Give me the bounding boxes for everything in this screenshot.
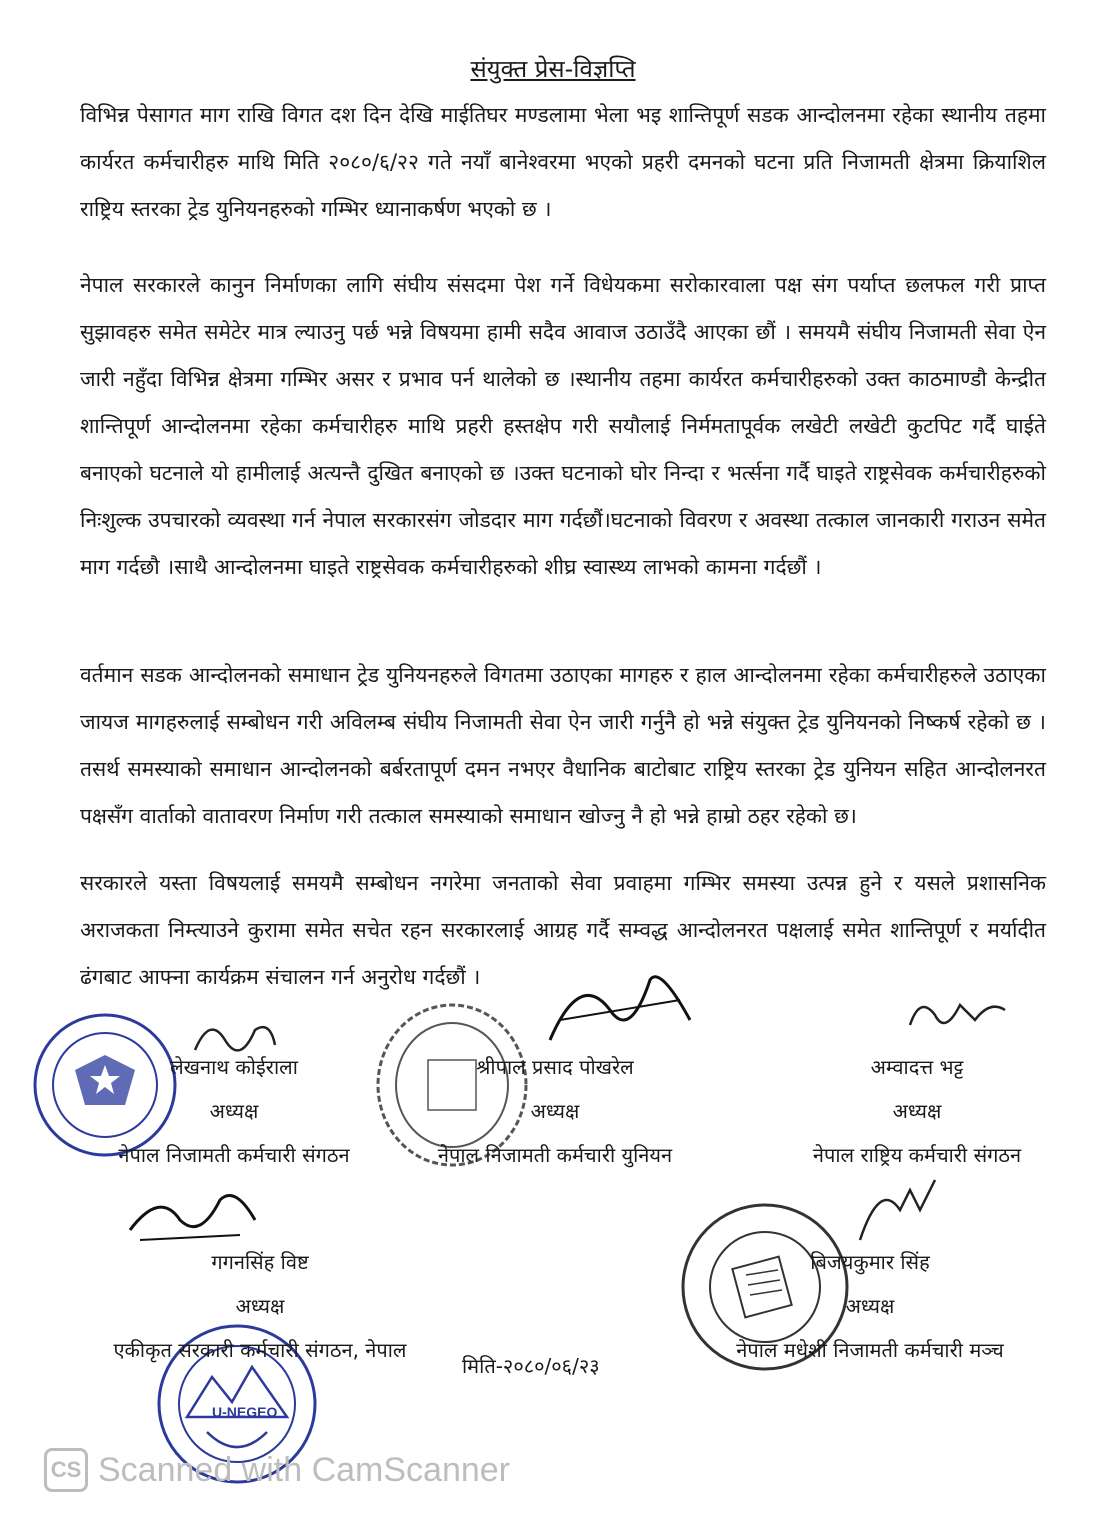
signatory-org: एकीकृत सरकारी कर्मचारी संगठन, नेपाल — [113, 1338, 407, 1362]
signatory-role: अध्यक्ष — [209, 1099, 259, 1123]
paragraph-2: नेपाल सरकारले कानुन निर्माणका लागि संघीय संसदमा पेश गर्ने विधेयकमा सरोकारवाला पक्ष संग पर्याप्त छलफल गरी प्राप्त सुझावहरु समेत समेटेर मात्र ल्याउनु पर्छ भन्ने विषयमा हामी सदैव आवाज उठाउँदै आएका छौं । समयमै संघीय निजामती सेवा ऐन जारी नहुँदा विभिन्न क्षेत्रमा गम्भिर असर र प्रभाव पर्न थालेको छ ।स्थानीय तहमा कार्यरत कर्मचारीहरुको उक्त काठमाण्डौ केन्द्रीत शान्तिपूर्ण आन्दोलनमा रहेका कर्मचारीहरु माथि प्रहरी हस्तक्षेप गरी सयौलाई निर्ममतापूर्वक लखेटी लखेटी कुटपिट गर्दै घाईते बनाएको घटनाले यो हामीलाई अत्यन्तै दुखित बनाएको छ ।उक्त घटनाको घोर निन्दा र भर्त्सना गर्दै घाइते राष्ट्रसेवक कर्मचारीहरुको निःशुल्क उपचारको व्यवस्था गर्न नेपाल सरकारसंग जोडदार माग गर्दछौं।घटनाको विवरण र अवस्था तत्काल जानकारी गराउन समेत माग गर्दछौ ।साथै आन्दोलनमा घाइते राष्ट्रसेवक कर्मचारीहरुको शीघ्र स्वास्थ्य लाभको कामना गर्दछौं । — [80, 273, 1046, 579]
signatory-role: अध्यक्ष — [530, 1099, 580, 1123]
signatory-block-4 — [60, 1240, 460, 1372]
camscanner-logo-icon: CS — [44, 1448, 88, 1492]
signatory-name: अम्वादत्त भट्ट — [870, 1055, 964, 1079]
page-title: संयुक्त प्रेस-विज्ञप्ति — [470, 55, 636, 83]
paragraph-4: सरकारले यस्ता विषयलाई समयमै सम्बोधन नगरेमा जनताको सेवा प्रवाहमा गम्भिर समस्या उत्पन्न हुने र यसले प्रशासनिक अराजकता निम्त्याउने कुरामा समेत सचेत रहन सरकारलाई आग्रह गर्दै सम्वद्ध आन्दोलनरत पक्षलाई समेत शान्तिपूर्ण र मर्यादीत ढंगबाट आफ्ना कार्यक्रम संचालन गर्न अनुरोध गर्दछौं । — [80, 871, 1046, 989]
signatory-block-1 — [84, 1045, 384, 1177]
signatory-name: बिजयकुमार सिंह — [810, 1250, 930, 1274]
paragraph-1: विभिन्न पेसागत माग राखि विगत दश दिन देखि माईतिघर मण्डलामा भेला भइ शान्तिपूर्ण सडक आन्दोलनमा रहेका स्थानीय तहमा कार्यरत कर्मचारीहरु माथि मिति २०८०/६/२२ गते नयाँ बानेश्वरमा भएको प्रहरी दमनको घटना प्रति निजामती क्षेत्रमा क्रियाशिल राष्ट्रिय स्तरका ट्रेड युनियनहरुको गम्भिर ध्यानाकर्षण भएको छ । — [80, 103, 1046, 221]
signatory-name: गगनसिंह विष्ट — [211, 1250, 309, 1274]
signatory-role: अध्यक्ष — [845, 1294, 895, 1318]
stamp3-label: U-NEGEO — [212, 1404, 278, 1420]
camscanner-watermark — [44, 1448, 510, 1492]
document-date: मिति-२०८०/०६/२३ — [462, 1354, 600, 1378]
signatory-block-5 — [700, 1240, 1040, 1372]
signatory-org: नेपाल मधेशी निजामती कर्मचारी मञ्च — [736, 1338, 1004, 1362]
signatory-role: अध्यक्ष — [892, 1099, 942, 1123]
signatory-block-3 — [772, 1045, 1062, 1177]
signatory-role: अध्यक्ष — [235, 1294, 285, 1318]
watermark-text: Scanned with CamScanner — [98, 1450, 511, 1489]
paragraph-3: वर्तमान सडक आन्दोलनको समाधान ट्रेड युनियनहरुले विगतमा उठाएका मागहरु र हाल आन्दोलनमा रहेका कर्मचारीहरुले उठाएका जायज मागहरुलाई सम्बोधन गरी अविलम्ब संघीय निजामती सेवा ऐन जारी गर्नुनै हो भन्ने संयुक्त ट्रेड युनियनको निष्कर्ष रहेको छ । तसर्थ समस्याको समाधान आन्दोलनको बर्बरतापूर्ण दमन नभएर वैधानिक बाटोबाट राष्ट्रिय स्तरका ट्रेड युनियन सहित आन्दोलनरत पक्षसँग वार्ताको वातावरण निर्माण गरी तत्काल समस्याको समाधान खोज्नु नै हो भन्ने हाम्रो ठहर रहेको छ। — [80, 663, 1046, 828]
signature-3 — [905, 985, 1015, 1045]
signatory-org: नेपाल राष्ट्रिय कर्मचारी संगठन — [812, 1143, 1022, 1167]
signatory-org: नेपाल निजामती कर्मचारी संगठन — [118, 1143, 350, 1167]
signatory-name: लेखनाथ कोईराला — [170, 1055, 298, 1079]
signatory-name: श्रीपाल प्रसाद पोखरेल — [476, 1055, 634, 1079]
signatory-org: नेपाल निजामती कर्मचारी युनियन — [437, 1143, 673, 1167]
signatory-block-2 — [400, 1045, 710, 1177]
